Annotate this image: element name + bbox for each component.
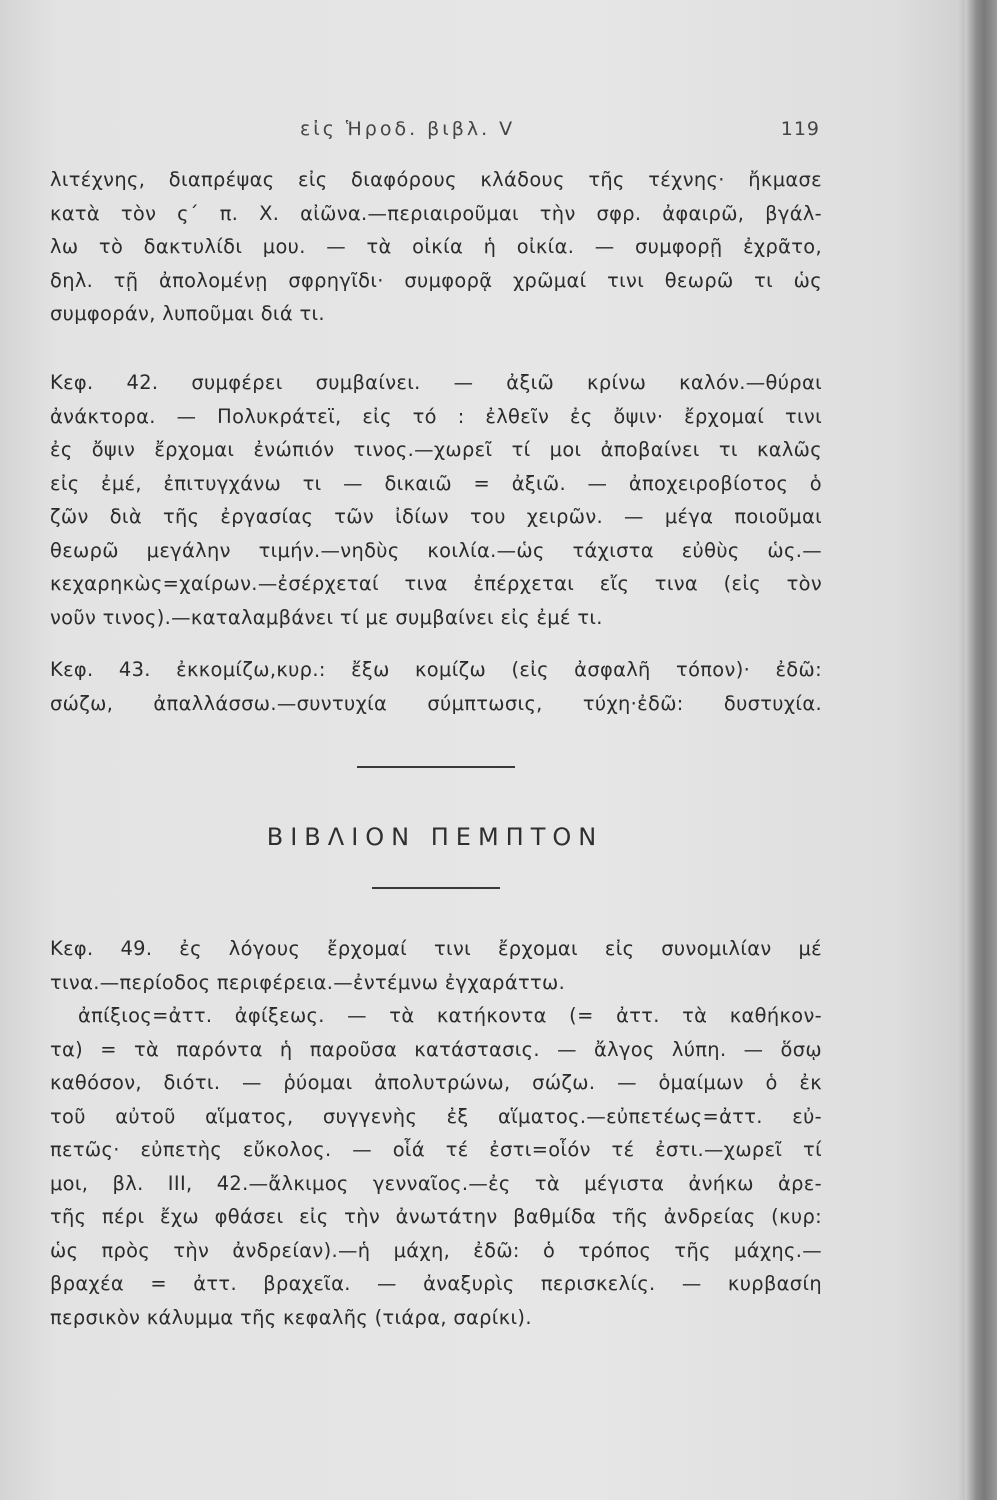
text-line: λιτέχνης, διαπρέψας εἰς διαφόρους κλάδους τῆς τέχνης· ἤκμασε [50, 168, 822, 191]
book-title: ΒΙΒΛΙΟΝ ΠΕΜΠΤΟΝ [266, 823, 604, 851]
text-line: τα) = τὰ παρόντα ἡ παροῦσα κατάστασις. — ἄλγος λύπη. — ὅσῳ [50, 1037, 822, 1061]
text-line: τῆς πέρι ἔχω φθάσει εἰς τὴν ἀνωτάτην βαθμίδα τῆς ἀνδρείας (κυρ: [50, 1205, 822, 1228]
page-number: 119 [780, 118, 820, 140]
divider-rule-top [357, 766, 515, 768]
text-line: ἀνάκτορα. — Πολυκράτεϊ, εἰς τό : ἐλθεῖν ἐς ὄψιν· ἔρχομαί τινι [50, 404, 822, 428]
book-spine [965, 0, 997, 1500]
text-line: τινα.—περίοδος περιφέρεια.—ἐντέμνω ἐγχαράττω. [50, 970, 566, 994]
text-line: τοῦ αὐτοῦ αἵματος, συγγενὴς ἐξ αἵματος.—εὐπετέως=ἀττ. εὐ- [50, 1104, 822, 1128]
text-line: νοῦν τινος).—καταλαμβάνει τί με συμβαίνει εἰς ἐμέ τι. [50, 605, 603, 629]
text-line: δηλ. τῇ ἀπολομένῃ σφρηγῖδι· συμφορᾷ χρῶμαί τινι θεωρῶ τι ὡς [50, 268, 822, 292]
text-line: περσικὸν κάλυμμα τῆς κεφαλῆς (τιάρα, σαρίκι). [50, 1305, 532, 1329]
text-line: συμφοράν, λυποῦμαι διά τι. [50, 302, 325, 325]
text-block-1 [50, 163, 822, 331]
text-line: κεχαρηκὼς=χαίρων.—ἐσέρχεταί τινα ἐπέρχεται εἴς τινα (εἰς τὸν [50, 572, 822, 595]
text-line: μοι, βλ. III, 42.—ἄλκιμος γενναῖος.—ἐς τὰ μέγιστα ἀνήκω ἀρε- [50, 1171, 822, 1195]
text-line: εἰς ἐμέ, ἐπιτυγχάνω τι — δικαιῶ = ἀξιῶ. — ἀποχειροβίοτος ὁ [50, 471, 822, 495]
text-line: ζῶν διὰ τῆς ἐργασίας τῶν ἰδίων του χειρῶν. — μέγα ποιοῦμαι [50, 505, 822, 528]
text-line: ὡς πρὸς τὴν ἀνδρείαν).—ἡ μάχη, ἐδῶ: ὁ τρόπος τῆς μάχης.— [50, 1238, 822, 1262]
text-line: κατὰ τὸν ς΄ π. Χ. αἰῶνα.—περιαιροῦμαι τὴν σφρ. ἀφαιρῶ, βγάλ- [50, 201, 822, 225]
text-block-4 [50, 932, 822, 1334]
divider-rule-bottom [372, 887, 500, 889]
text-line: σώζω, ἀπαλλάσσω.—συντυχία σύμπτωσις, τύχη·ἐδῶ: δυστυχία. [50, 691, 822, 715]
text-line: βραχέα = ἀττ. βραχεῖα. — ἀναξυρὶς περισκελίς. — κυρβασίη [50, 1272, 822, 1295]
text-line: θεωρῶ μεγάλην τιμήν.—νηδὺς κοιλία.—ὡς τάχιστα εὐθὺς ὡς.— [50, 538, 822, 562]
text-line: ἀπίξιος=ἀττ. ἀφίξεως. — τὰ κατήκοντα (= ἀττ. τὰ καθήκον- [78, 1004, 822, 1027]
text-line: ἐς ὄψιν ἔρχομαι ἐνώπιόν τινος.—χωρεῖ τί μοι ἀποβαίνει τι καλῶς [50, 438, 822, 461]
text-block-3 [50, 653, 822, 720]
running-head-title: εἰς Ἡροδ. βιβλ. V [300, 118, 516, 140]
text-line: λω τὸ δακτυλίδι μου. — τὰ οἰκία ἡ οἰκία. — συμφορῇ ἐχρᾶτο, [50, 235, 822, 258]
text-line: πετῶς· εὐπετὴς εὔκολος. — οἷά τέ ἐστι=οἷόν τέ ἐστι.—χωρεῖ τί [50, 1138, 822, 1161]
text-line: Κεφ. 42. συμφέρει συμβαίνει. — ἀξιῶ κρίνω καλόν.—θύραι [50, 371, 822, 394]
text-line: καθόσον, διότι. — ῥύομαι ἀπολυτρώνω, σώζω. — ὁμαίμων ὁ ἐκ [50, 1071, 822, 1094]
text-block-2 [50, 366, 822, 634]
text-line: Κεφ. 43. ἐκκομίζω,κυρ.: ἔξω κομίζω (εἰς ἀσφαλῆ τόπον)· ἐδῶ: [50, 658, 822, 681]
text-line: Κεφ. 49. ἐς λόγους ἔρχομαί τινι ἔρχομαι εἰς συνομιλίαν μέ [50, 937, 822, 960]
